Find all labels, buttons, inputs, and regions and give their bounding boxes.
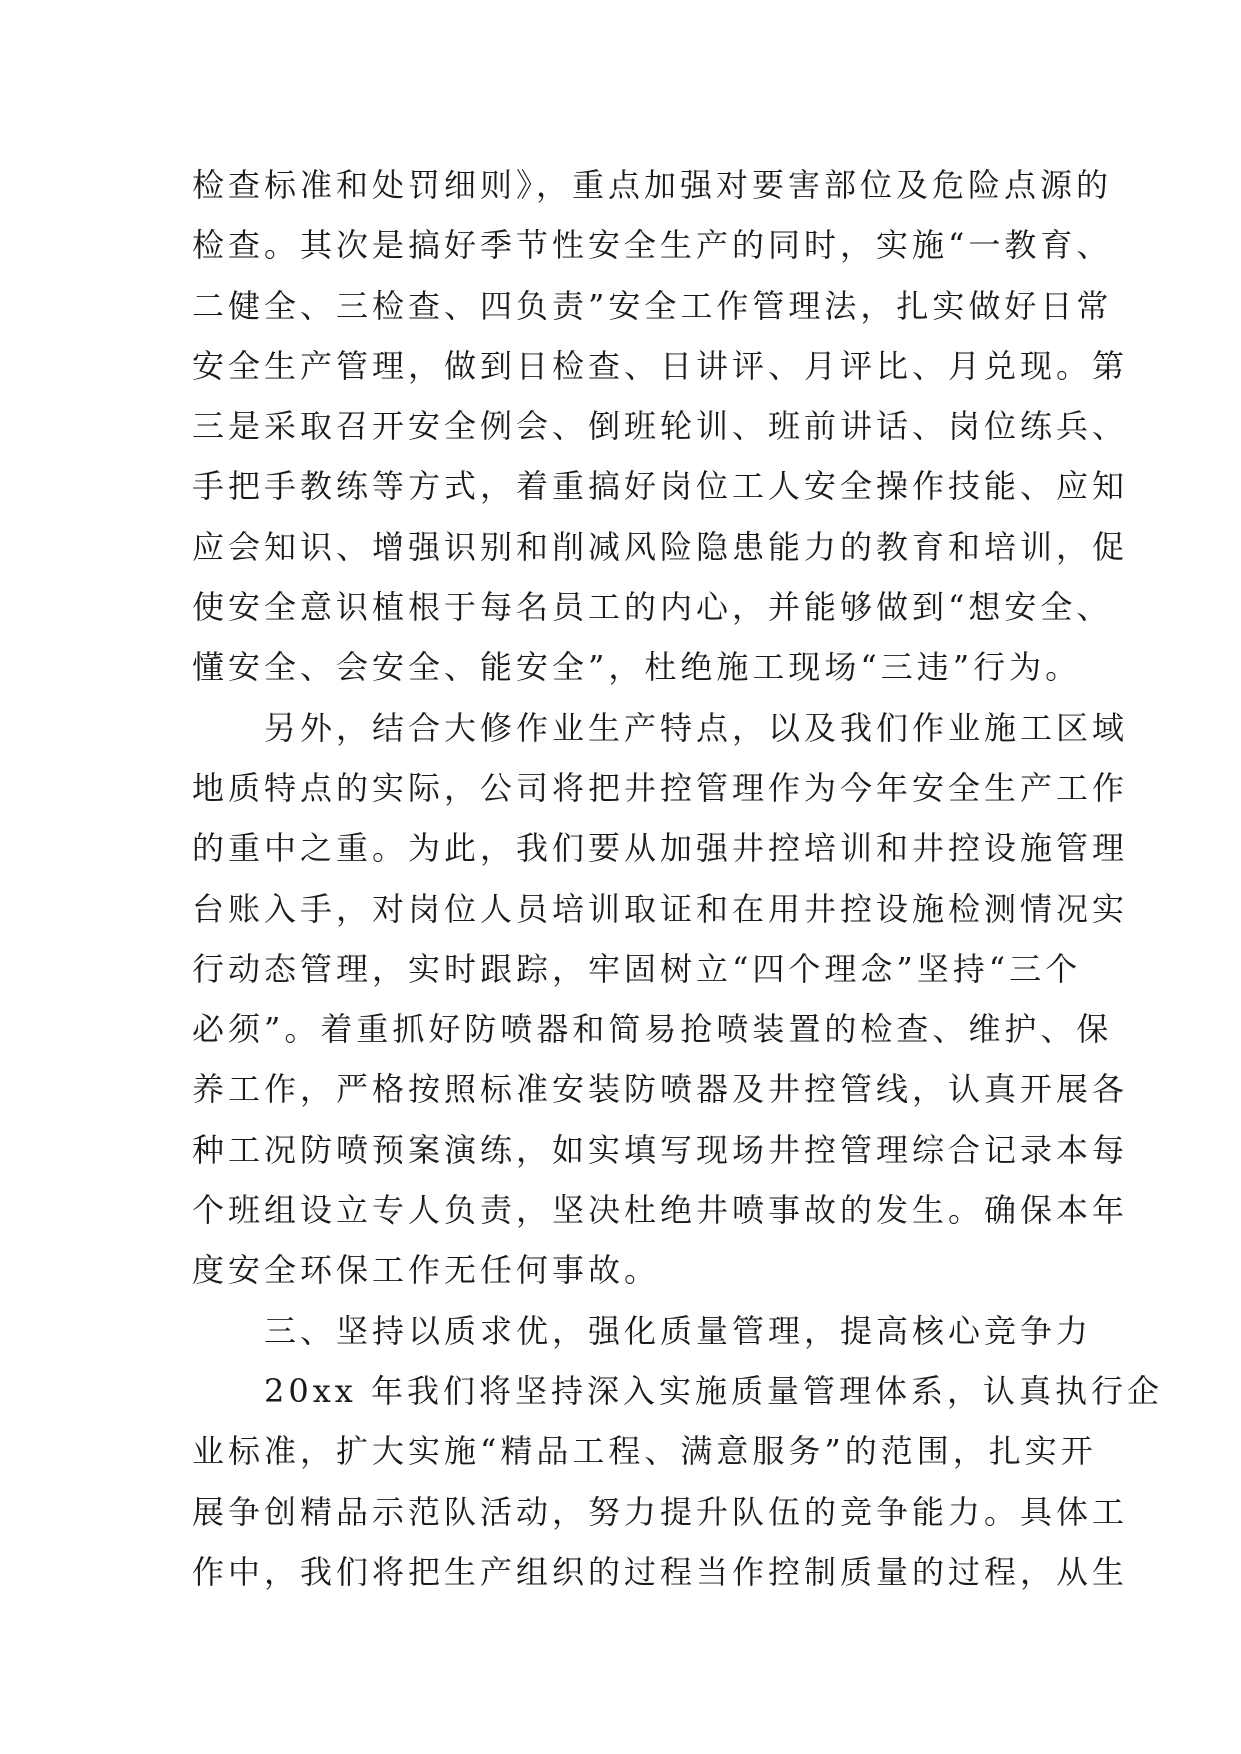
paragraph-start-line: 20xx 年我们将坚持深入实施质量管理体系，认真执行企	[264, 1371, 1163, 1410]
text-line: 行动态管理，实时跟踪，牢固树立“四个理念”坚持“三个	[192, 949, 1082, 988]
text-line: 养工作，严格按照标准安装防喷器及井控管线，认真开展各	[192, 1070, 1129, 1109]
paragraph-start-line: 另外，结合大修作业生产特点，以及我们作业施工区域	[264, 708, 1129, 747]
text-line: 必须”。着重抓好防喷器和简易抢喷装置的检查、维护、保	[192, 1010, 1113, 1049]
text-line: 三是采取召开安全例会、倒班轮训、班前讲话、岗位练兵、	[192, 407, 1129, 446]
text-line: 作中，我们将把生产组织的过程当作控制质量的过程，从生	[192, 1552, 1129, 1591]
text-line: 使安全意识植根于每名员工的内心，并能够做到“想安全、	[192, 588, 1113, 627]
text-line: 展争创精品示范队活动，努力提升队伍的竞争能力。具体工	[192, 1492, 1129, 1531]
text-line: 检查。其次是搞好季节性安全生产的同时，实施“一教育、	[192, 226, 1113, 265]
text-line: 个班组设立专人负责，坚决杜绝井喷事故的发生。确保本年	[192, 1191, 1129, 1230]
text-line: 安全生产管理，做到日检查、日讲评、月评比、月兑现。第	[192, 346, 1129, 385]
body-text	[192, 155, 1163, 1602]
text-line: 二健全、三检查、四负责”安全工作管理法，扎实做好日常	[192, 286, 1113, 325]
text-line: 业标准，扩大实施“精品工程、满意服务”的范围，扎实开	[192, 1432, 1097, 1471]
text-line: 种工况防喷预案演练，如实填写现场井控管理综合记录本每	[192, 1130, 1129, 1169]
text-line: 的重中之重。为此，我们要从加强井控培训和井控设施管理	[192, 829, 1129, 868]
text-line: 台账入手，对岗位人员培训取证和在用井控设施检测情况实	[192, 889, 1129, 928]
text-line: 度安全环保工作无任何事故。	[192, 1251, 661, 1290]
text-line: 检查标准和处罚细则》，重点加强对要害部位及危险点源的	[192, 166, 1113, 204]
section-heading: 三、坚持以质求优，强化质量管理，提高核心竞争力	[264, 1311, 1093, 1350]
text-line: 手把手教练等方式，着重搞好岗位工人安全操作技能、应知	[192, 467, 1129, 506]
text-line: 懂安全、会安全、能安全”，杜绝施工现场“三违”行为。	[192, 648, 1082, 687]
text-line: 应会知识、增强识别和削减风险隐患能力的教育和培训，促	[192, 527, 1129, 566]
text-line: 地质特点的实际，公司将把井控管理作为今年安全生产工作	[192, 768, 1129, 807]
